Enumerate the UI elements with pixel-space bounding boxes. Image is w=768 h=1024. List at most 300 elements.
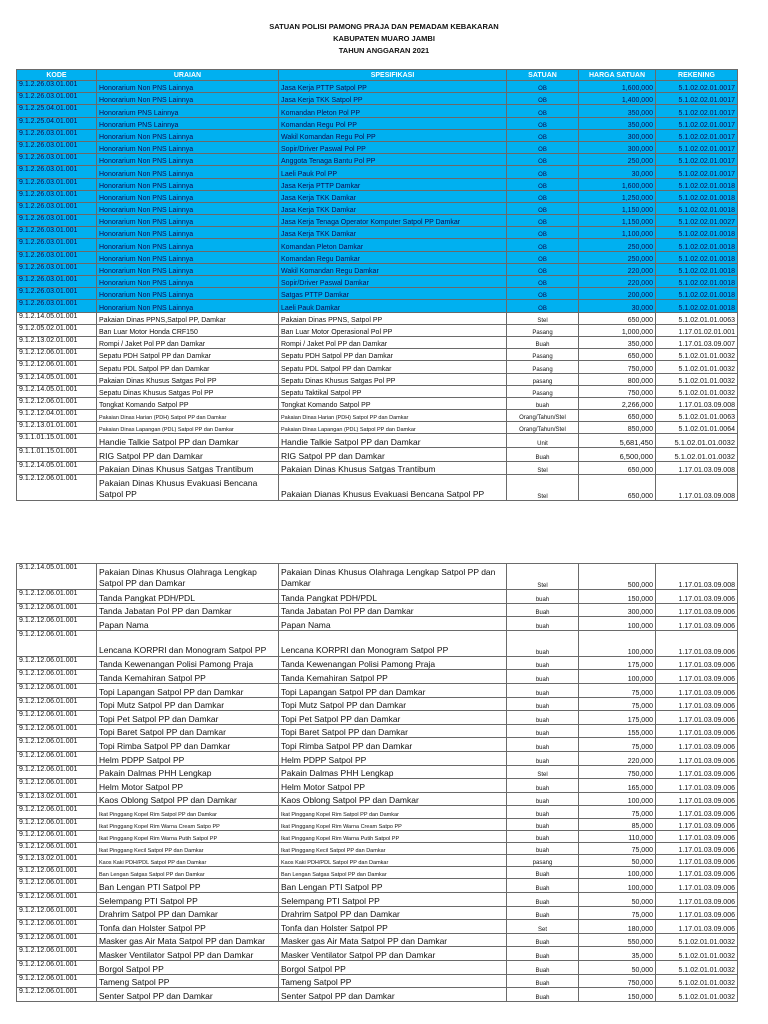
spesifikasi-cell: Jasa Kerja TKK Damkar: [279, 202, 507, 214]
spesifikasi-cell: Selempang PTI Satpol PP: [279, 893, 507, 907]
kode-cell: 9.1.2.12.06.01.001: [17, 818, 97, 830]
satuan-cell: buah: [507, 711, 579, 725]
spesifikasi-cell: Jasa Kerja TKK Satpol PP: [279, 93, 507, 105]
kode-cell: 9.1.2.26.03.01.001: [17, 300, 97, 312]
kode-cell: 9.1.2.12.06.01.001: [17, 724, 97, 738]
rekening-cell: 5.1.02.02.01.0017: [656, 166, 738, 178]
rekening-cell: 1.17.01.03.09.006: [656, 920, 738, 934]
harga-satuan-cell: 800,000: [579, 373, 656, 385]
harga-satuan-cell: 85,000: [579, 818, 656, 830]
spesifikasi-cell: Tameng Satpol PP: [279, 974, 507, 988]
satuan-cell: OB: [507, 141, 579, 153]
rekening-cell: 1.17.01.03.09.006: [656, 867, 738, 879]
rekening-cell: 1.17.01.03.09.006: [656, 697, 738, 711]
kode-cell: 9.1.2.26.03.01.001: [17, 202, 97, 214]
table-row: [17, 590, 738, 604]
satuan-cell: OB: [507, 190, 579, 202]
kode-cell: 9.1.2.12.06.01.001: [17, 711, 97, 725]
rekening-cell: 1.17.01.03.09.006: [656, 670, 738, 684]
satuan-cell: Stel: [507, 461, 579, 475]
kode-cell: 9.1.2.12.06.01.001: [17, 590, 97, 604]
spesifikasi-cell: Papan Nama: [279, 617, 507, 631]
harga-satuan-cell: 75,000: [579, 906, 656, 920]
satuan-cell: OB: [507, 93, 579, 105]
satuan-cell: OB: [507, 166, 579, 178]
table-row: [17, 855, 738, 867]
satuan-cell: Set: [507, 920, 579, 934]
table-row: [17, 961, 738, 975]
table-row: [17, 630, 738, 656]
uraian-cell: Honorarium Non PNS Lainnya: [97, 166, 279, 178]
table-row: [17, 893, 738, 907]
harga-satuan-cell: 100,000: [579, 879, 656, 893]
satuan-cell: buah: [507, 738, 579, 752]
kode-cell: 9.1.2.25.04.01.001: [17, 117, 97, 129]
spesifikasi-cell: Sopir/Driver Paswal Damkar: [279, 276, 507, 288]
uraian-cell: Kaos Kaki PDH/PDL Satpol PP dan Damkar: [97, 855, 279, 867]
kode-cell: 9.1.2.12.06.01.001: [17, 670, 97, 684]
harga-satuan-cell: 1,400,000: [579, 93, 656, 105]
rekening-cell: 5.1.02.02.01.0017: [656, 154, 738, 166]
harga-satuan-cell: 220,000: [579, 276, 656, 288]
uraian-cell: Masker gas Air Mata Satpol PP dan Damkar: [97, 933, 279, 947]
rekening-cell: 1.17.01.03.09.006: [656, 818, 738, 830]
kode-cell: 9.1.2.12.06.01.001: [17, 988, 97, 1002]
satuan-cell: Pasang: [507, 361, 579, 373]
kode-cell: 9.1.2.26.03.01.001: [17, 93, 97, 105]
rekening-cell: 1.17.01.03.09.006: [656, 617, 738, 631]
table-row: [17, 656, 738, 670]
satuan-cell: Buah: [507, 336, 579, 348]
rekening-cell: 5.1.02.02.01.0018: [656, 202, 738, 214]
table-row: [17, 988, 738, 1002]
table-row: [17, 239, 738, 251]
satuan-cell: OB: [507, 105, 579, 117]
satuan-cell: Buah: [507, 906, 579, 920]
table-row: [17, 617, 738, 631]
spesifikasi-cell: Topi Lapangan Satpol PP dan Damkar: [279, 683, 507, 697]
spesifikasi-cell: Topi Pet Satpol PP dan Damkar: [279, 711, 507, 725]
uraian-cell: Ikat Pinggang Kopel Rim Warna Putih Satpol PP: [97, 830, 279, 842]
rekening-cell: 5.1.02.01.01.0032: [656, 448, 738, 462]
uraian-cell: Lencana KORPRI dan Monogram Satpol PP: [97, 630, 279, 656]
spesifikasi-cell: Ikat Pinggang Kecil Satpol PP dan Damkar: [279, 842, 507, 854]
uraian-cell: Topi Baret Satpol PP dan Damkar: [97, 724, 279, 738]
table-row: [17, 738, 738, 752]
rekening-cell: 5.1.02.02.01.0017: [656, 105, 738, 117]
spesifikasi-cell: Pakaian Dinas PPNS, Satpol PP: [279, 312, 507, 324]
harga-satuan-cell: 250,000: [579, 239, 656, 251]
uraian-cell: Ikat Pinggang Kecil Satpol PP dan Damkar: [97, 842, 279, 854]
kode-cell: 9.1.2.26.03.01.001: [17, 251, 97, 263]
table-row: [17, 336, 738, 348]
uraian-cell: Helm PDPP Satpol PP: [97, 751, 279, 765]
satuan-cell: OB: [507, 251, 579, 263]
kode-cell: 9.1.2.12.06.01.001: [17, 961, 97, 975]
rekening-cell: 1.17.01.03.09.006: [656, 724, 738, 738]
rekening-cell: 1.17.01.03.09.006: [656, 842, 738, 854]
harga-satuan-cell: 5,681,450: [579, 434, 656, 448]
satuan-cell: pasang: [507, 855, 579, 867]
harga-satuan-cell: 75,000: [579, 738, 656, 752]
document-title-line3: TAHUN ANGGARAN 2021: [338, 46, 430, 55]
kode-cell: 9.1.2.12.06.01.001: [17, 765, 97, 779]
rekening-cell: 1.17.01.03.09.006: [656, 656, 738, 670]
uraian-cell: Ikat Pinggang Kopel Rim Satpol PP dan Damkar: [97, 806, 279, 818]
uraian-cell: Tanda Pangkat PDH/PDL: [97, 590, 279, 604]
kode-cell: 9.1.2.12.06.01.001: [17, 656, 97, 670]
table-row: [17, 166, 738, 178]
rekening-cell: 1.17.01.03.09.006: [656, 779, 738, 793]
spesifikasi-cell: Tanda Jabatan Pol PP dan Damkar: [279, 603, 507, 617]
harga-satuan-cell: 100,000: [579, 670, 656, 684]
harga-satuan-cell: 1,100,000: [579, 227, 656, 239]
rekening-cell: 1.17.01.03.09.007: [656, 336, 738, 348]
kode-cell: 9.1.2.26.03.01.001: [17, 166, 97, 178]
spesifikasi-cell: RIG Satpol PP dan Damkar: [279, 448, 507, 462]
kode-cell: 9.1.2.13.02.01.001: [17, 336, 97, 348]
rekening-cell: 5.1.02.02.01.0017: [656, 129, 738, 141]
spesifikasi-cell: Ban Lengan Satgas Satpol PP dan Damkar: [279, 867, 507, 879]
uraian-cell: Helm Motor Satpol PP: [97, 779, 279, 793]
kode-cell: 9.1.2.26.03.01.001: [17, 276, 97, 288]
uraian-cell: Tongkat Komando Satpol PP: [97, 397, 279, 409]
satuan-cell: Pasang: [507, 324, 579, 336]
kode-cell: 9.1.2.12.06.01.001: [17, 842, 97, 854]
rekening-cell: 1.17.01.03.09.006: [656, 765, 738, 779]
harga-satuan-cell: 650,000: [579, 410, 656, 422]
rekening-cell: 5.1.02.02.01.0018: [656, 300, 738, 312]
uraian-cell: Honorarium Non PNS Lainnya: [97, 215, 279, 227]
spesifikasi-cell: Borgol Satpol PP: [279, 961, 507, 975]
spesifikasi-cell: Pakaian Dinas Lapangan (PDL) Satpol PP dan Damkar: [279, 422, 507, 434]
kode-cell: 9.1.2.12.06.01.001: [17, 397, 97, 409]
spesifikasi-cell: Tanda Pangkat PDH/PDL: [279, 590, 507, 604]
satuan-cell: OB: [507, 215, 579, 227]
harga-satuan-cell: 75,000: [579, 842, 656, 854]
kode-cell: 9.1.2.26.03.01.001: [17, 215, 97, 227]
satuan-cell: Buah: [507, 988, 579, 1002]
spesifikasi-cell: Sopir/Driver Paswal Pol PP: [279, 141, 507, 153]
uraian-cell: Tanda Jabatan Pol PP dan Damkar: [97, 603, 279, 617]
table-row: [17, 765, 738, 779]
satuan-cell: OB: [507, 263, 579, 275]
spesifikasi-cell: Pakain Dalmas PHH Lengkap: [279, 765, 507, 779]
satuan-cell: buah: [507, 724, 579, 738]
kode-cell: 9.1.2.26.03.01.001: [17, 178, 97, 190]
kode-cell: 9.1.2.12.06.01.001: [17, 603, 97, 617]
rekening-cell: 1.17.01.03.09.006: [656, 906, 738, 920]
rekening-cell: 1.17.01.03.09.006: [656, 879, 738, 893]
harga-satuan-cell: 100,000: [579, 617, 656, 631]
spesifikasi-cell: Wakil Komandan Regu Damkar: [279, 263, 507, 275]
rekening-cell: 1.17.01.03.09.006: [656, 711, 738, 725]
kode-cell: 9.1.2.12.06.01.001: [17, 697, 97, 711]
uraian-cell: Ikat Pinggang Kopel Rim Warna Cream Satpo PP: [97, 818, 279, 830]
uraian-cell: Honorarium Non PNS Lainnya: [97, 276, 279, 288]
satuan-cell: buah: [507, 830, 579, 842]
spesifikasi-cell: Jasa Kerja PTTP Damkar: [279, 178, 507, 190]
satuan-cell: Buah: [507, 603, 579, 617]
satuan-cell: OB: [507, 239, 579, 251]
satuan-cell: Buah: [507, 879, 579, 893]
uraian-cell: Pakaian Dinas Lapangan (PDL) Satpol PP dan Damkar: [97, 422, 279, 434]
harga-satuan-cell: 50,000: [579, 855, 656, 867]
table-row: [17, 670, 738, 684]
harga-satuan-cell: 650,000: [579, 475, 656, 501]
rekening-cell: 1.17.01.03.09.006: [656, 893, 738, 907]
table-row: [17, 842, 738, 854]
kode-cell: 9.1.2.12.06.01.001: [17, 879, 97, 893]
satuan-cell: Buah: [507, 974, 579, 988]
kode-cell: 9.1.2.14.05.01.001: [17, 564, 97, 590]
harga-satuan-cell: 75,000: [579, 806, 656, 818]
harga-satuan-cell: 220,000: [579, 751, 656, 765]
harga-satuan-cell: 75,000: [579, 697, 656, 711]
spesifikasi-cell: Tongkat Komando Satpol PP: [279, 397, 507, 409]
harga-satuan-cell: 75,000: [579, 683, 656, 697]
rekening-cell: 5.1.02.02.01.0018: [656, 251, 738, 263]
harga-satuan-cell: 50,000: [579, 961, 656, 975]
harga-satuan-cell: 165,000: [579, 779, 656, 793]
rekening-cell: 1.17.01.03.09.006: [656, 603, 738, 617]
rekening-cell: 1.17.01.03.09.006: [656, 751, 738, 765]
uraian-cell: Borgol Satpol PP: [97, 961, 279, 975]
spesifikasi-cell: Rompi / Jaket Pol PP dan Damkar: [279, 336, 507, 348]
table-row: [17, 397, 738, 409]
spesifikasi-cell: Kaos Kaki PDH/PDL Satpol PP dan Damkar: [279, 855, 507, 867]
uraian-cell: Honorarium Non PNS Lainnya: [97, 227, 279, 239]
satuan-cell: Stel: [507, 312, 579, 324]
kode-cell: 9.1.2.12.06.01.001: [17, 893, 97, 907]
uraian-cell: Sepatu PDH Satpol PP dan Damkar: [97, 349, 279, 361]
column-header-spesifikasi: SPESIFIKASI: [279, 70, 507, 81]
uraian-cell: Pakaian Dinas Khusus Evakuasi Bencana Satpol PP: [97, 475, 279, 501]
table-row: [17, 312, 738, 324]
satuan-cell: Stel: [507, 564, 579, 590]
spesifikasi-cell: Jasa Kerja Tenaga Operator Komputer Satpol PP Damkar: [279, 215, 507, 227]
table-row: [17, 779, 738, 793]
table-row: [17, 724, 738, 738]
uraian-cell: Honorarium Non PNS Lainnya: [97, 251, 279, 263]
kode-cell: 9.1.2.12.06.01.001: [17, 683, 97, 697]
satuan-cell: OB: [507, 81, 579, 93]
uraian-cell: Tanda Kemahiran Satpol PP: [97, 670, 279, 684]
rekening-cell: 5.1.02.01.01.0032: [656, 961, 738, 975]
table-row: [17, 178, 738, 190]
harga-satuan-cell: 850,000: [579, 422, 656, 434]
spesifikasi-cell: Handie Talkie Satpol PP dan Damkar: [279, 434, 507, 448]
satuan-cell: buah: [507, 670, 579, 684]
kode-cell: 9.1.2.12.06.01.001: [17, 920, 97, 934]
satuan-cell: Stel: [507, 475, 579, 501]
harga-satuan-cell: 300,000: [579, 603, 656, 617]
uraian-cell: Pakaian Dinas Khusus Olahraga Lengkap Satpol PP dan Damkar: [97, 564, 279, 590]
spesifikasi-cell: Drahrim Satpol PP dan Damkar: [279, 906, 507, 920]
table-row: [17, 751, 738, 765]
spesifikasi-cell: Jasa Kerja TKK Damkar: [279, 190, 507, 202]
satuan-cell: OB: [507, 202, 579, 214]
kode-cell: 9.1.2.26.03.01.001: [17, 227, 97, 239]
spesifikasi-cell: Tanda Kewenangan Polisi Pamong Praja: [279, 656, 507, 670]
table-row: [17, 373, 738, 385]
satuan-cell: buah: [507, 630, 579, 656]
kode-cell: 9.1.2.26.03.01.001: [17, 239, 97, 251]
uraian-cell: Honorarium Non PNS Lainnya: [97, 93, 279, 105]
rekening-cell: 1.17.01.03.09.008: [656, 461, 738, 475]
harga-satuan-cell: 1,600,000: [579, 81, 656, 93]
uraian-cell: Topi Lapangan Satpol PP dan Damkar: [97, 683, 279, 697]
satuan-cell: buah: [507, 751, 579, 765]
spesifikasi-cell: Jasa Kerja TKK Damkar: [279, 227, 507, 239]
satuan-cell: OB: [507, 300, 579, 312]
satuan-cell: Stel: [507, 765, 579, 779]
harga-satuan-cell: 550,000: [579, 933, 656, 947]
kode-cell: 9.1.2.12.06.01.001: [17, 806, 97, 818]
kode-cell: 9.1.2.12.06.01.001: [17, 349, 97, 361]
spesifikasi-cell: Satgas PTTP Damkar: [279, 288, 507, 300]
spesifikasi-cell: Senter Satpol PP dan Damkar: [279, 988, 507, 1002]
spesifikasi-cell: Ikat Pinggang Kopel Rim Satpol PP dan Damkar: [279, 806, 507, 818]
kode-cell: 9.1.2.26.03.01.001: [17, 288, 97, 300]
rekening-cell: 5.1.02.02.01.0017: [656, 93, 738, 105]
spesifikasi-cell: Sepatu Taktikal Satpol PP: [279, 385, 507, 397]
harga-satuan-cell: 250,000: [579, 154, 656, 166]
spesifikasi-cell: Jasa Kerja PTTP Satpol PP: [279, 81, 507, 93]
table-row: [17, 947, 738, 961]
table-row: [17, 906, 738, 920]
column-header-rekening: REKENING: [656, 70, 738, 81]
spesifikasi-cell: Ban Lengan PTI Satpol PP: [279, 879, 507, 893]
spesifikasi-cell: Lencana KORPRI dan Monogram Satpol PP: [279, 630, 507, 656]
uraian-cell: Honorarium Non PNS Lainnya: [97, 129, 279, 141]
table-row: [17, 227, 738, 239]
budget-table-page2: [16, 563, 738, 1002]
kode-cell: 9.1.2.25.04.01.001: [17, 105, 97, 117]
satuan-cell: buah: [507, 590, 579, 604]
satuan-cell: Buah: [507, 961, 579, 975]
table-row: [17, 422, 738, 434]
table-row: [17, 215, 738, 227]
satuan-cell: Buah: [507, 947, 579, 961]
rekening-cell: 5.1.02.01.01.0032: [656, 933, 738, 947]
table-row: [17, 697, 738, 711]
harga-satuan-cell: 650,000: [579, 312, 656, 324]
kode-cell: 9.1.2.12.06.01.001: [17, 974, 97, 988]
kode-cell: 9.1.2.12.06.01.001: [17, 617, 97, 631]
harga-satuan-cell: 6,500,000: [579, 448, 656, 462]
harga-satuan-cell: 155,000: [579, 724, 656, 738]
spesifikasi-cell: Pakaian Dinas Khusus Olahraga Lengkap Satpol PP dan Damkar: [279, 564, 507, 590]
rekening-cell: 5.1.02.01.01.0032: [656, 947, 738, 961]
uraian-cell: Topi Rimba Satpol PP dan Damkar: [97, 738, 279, 752]
table-row: [17, 288, 738, 300]
rekening-cell: 5.1.02.01.01.0032: [656, 373, 738, 385]
rekening-cell: 1.17.01.03.09.006: [656, 855, 738, 867]
uraian-cell: Ban Lengan PTI Satpol PP: [97, 879, 279, 893]
satuan-cell: Orang/Tahun/Stel: [507, 410, 579, 422]
harga-satuan-cell: 500,000: [579, 564, 656, 590]
rekening-cell: 1.17.01.03.09.006: [656, 683, 738, 697]
spesifikasi-cell: Tonfa dan Holster Satpol PP: [279, 920, 507, 934]
harga-satuan-cell: 650,000: [579, 461, 656, 475]
table-row: [17, 711, 738, 725]
kode-cell: 9.1.2.12.06.01.001: [17, 475, 97, 501]
uraian-cell: Tonfa dan Holster Satpol PP: [97, 920, 279, 934]
uraian-cell: Honorarium Non PNS Lainnya: [97, 202, 279, 214]
rekening-cell: 5.1.02.01.01.0032: [656, 385, 738, 397]
kode-cell: 9.1.2.13.02.01.001: [17, 792, 97, 806]
kode-cell: 9.1.2.12.06.01.001: [17, 933, 97, 947]
table-row: [17, 129, 738, 141]
harga-satuan-cell: 100,000: [579, 867, 656, 879]
uraian-cell: Honorarium Non PNS Lainnya: [97, 154, 279, 166]
document-title-line2: KABUPATEN MUARO JAMBI: [333, 34, 435, 43]
harga-satuan-cell: 110,000: [579, 830, 656, 842]
rekening-cell: 5.1.02.02.01.0017: [656, 141, 738, 153]
uraian-cell: Topi Pet Satpol PP dan Damkar: [97, 711, 279, 725]
satuan-cell: OB: [507, 117, 579, 129]
rekening-cell: 5.1.02.01.01.0032: [656, 434, 738, 448]
satuan-cell: buah: [507, 818, 579, 830]
uraian-cell: Pakaian Dinas Khusus Satgas Pol PP: [97, 373, 279, 385]
spesifikasi-cell: Laeli Pauk Damkar: [279, 300, 507, 312]
uraian-cell: Sepatu Dinas Khusus Satgas Pol PP: [97, 385, 279, 397]
rekening-cell: 5.1.02.02.01.0018: [656, 276, 738, 288]
harga-satuan-cell: 1,000,000: [579, 324, 656, 336]
harga-satuan-cell: 100,000: [579, 630, 656, 656]
uraian-cell: RIG Satpol PP dan Damkar: [97, 448, 279, 462]
column-header-satuan: SATUAN: [507, 70, 579, 81]
kode-cell: 9.1.2.26.03.01.001: [17, 154, 97, 166]
satuan-cell: buah: [507, 842, 579, 854]
spesifikasi-cell: Helm PDPP Satpol PP: [279, 751, 507, 765]
rekening-cell: 1.17.01.03.09.008: [656, 564, 738, 590]
satuan-cell: buah: [507, 779, 579, 793]
rekening-cell: 5.1.02.02.01.0018: [656, 178, 738, 190]
kode-cell: 9.1.2.26.03.01.001: [17, 129, 97, 141]
table-row: [17, 349, 738, 361]
kode-cell: 9.1.2.26.03.01.001: [17, 190, 97, 202]
spesifikasi-cell: Komandan Regu Pol PP: [279, 117, 507, 129]
harga-satuan-cell: 2,266,000: [579, 397, 656, 409]
spesifikasi-cell: Sepatu PDL Satpol PP dan Damkar: [279, 361, 507, 373]
satuan-cell: buah: [507, 656, 579, 670]
table-row: [17, 475, 738, 501]
kode-cell: 9.1.2.14.05.01.001: [17, 373, 97, 385]
uraian-cell: Pakaian Dinas PPNS,Satpol PP, Damkar: [97, 312, 279, 324]
rekening-cell: 5.1.02.02.01.0017: [656, 81, 738, 93]
satuan-cell: Pasang: [507, 349, 579, 361]
table-row: [17, 879, 738, 893]
spesifikasi-cell: Ikat Pinggang Kopel Rim Warna Cream Satpo PP: [279, 818, 507, 830]
rekening-cell: 1.17.01.03.09.006: [656, 806, 738, 818]
uraian-cell: Pakain Dalmas PHH Lengkap: [97, 765, 279, 779]
spesifikasi-cell: Topi Baret Satpol PP dan Damkar: [279, 724, 507, 738]
harga-satuan-cell: 300,000: [579, 129, 656, 141]
table-row: [17, 830, 738, 842]
spesifikasi-cell: Tanda Kemahiran Satpol PP: [279, 670, 507, 684]
table-row: [17, 434, 738, 448]
uraian-cell: Honorarium Non PNS Lainnya: [97, 263, 279, 275]
kode-cell: 9.1.2.12.06.01.001: [17, 361, 97, 373]
satuan-cell: OB: [507, 178, 579, 190]
rekening-cell: 1.17.01.03.09.008: [656, 475, 738, 501]
spesifikasi-cell: Pakaian Dinas Khusus Satgas Trantibum: [279, 461, 507, 475]
rekening-cell: 5.1.02.02.01.0018: [656, 190, 738, 202]
uraian-cell: Honorarium Non PNS Lainnya: [97, 239, 279, 251]
harga-satuan-cell: 300,000: [579, 141, 656, 153]
